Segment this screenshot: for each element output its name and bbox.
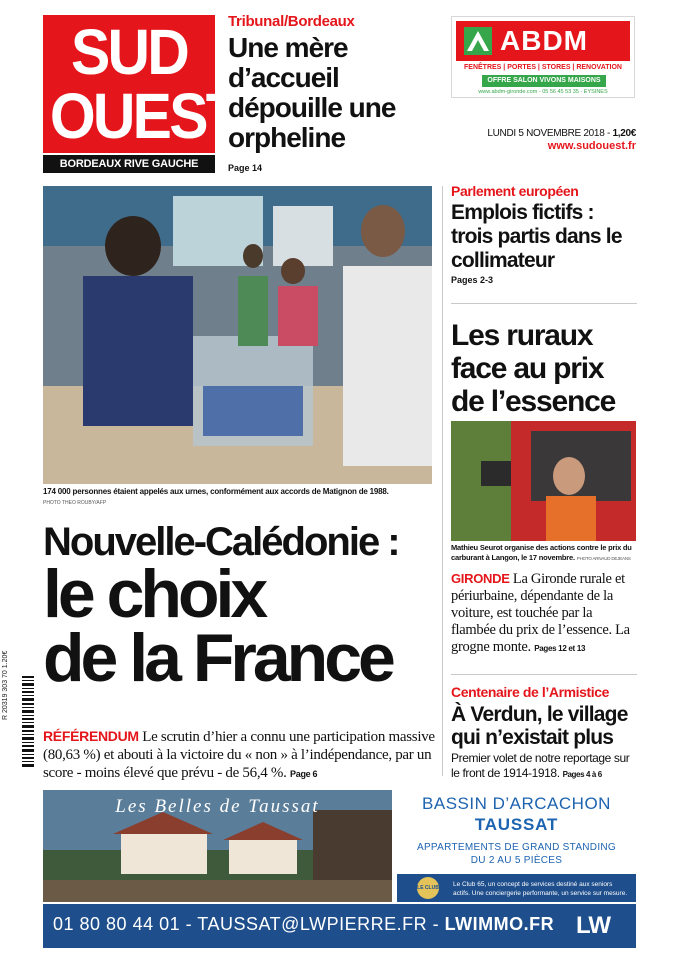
ad-pieces: DU 2 AU 5 PIÈCES — [470, 855, 563, 866]
ad-villa-photo — [43, 790, 392, 902]
story1-title[interactable]: Emplois fictifs : trois partis dans le collimateur — [451, 201, 622, 272]
ad-email[interactable]: TAUSSAT@LWPIERRE.FR — [197, 914, 428, 934]
club-65-badge: LE CLUB — [417, 877, 439, 899]
ad-contact-line: 01 80 80 44 01 - TAUSSAT@LWPIERRE.FR - LWIMMO.FR — [53, 914, 555, 934]
top-story-page: Page 14 — [228, 163, 263, 173]
barcode-number: R 20319 303 70 1.20€ — [2, 650, 9, 720]
ad-phone[interactable]: 01 80 80 44 01 — [53, 914, 181, 934]
story1-kicker: Parlement européen — [451, 183, 579, 199]
website-link[interactable]: www.sudouest.fr — [547, 140, 636, 152]
story2-title[interactable]: Les ruraux face au prix de l’essence — [451, 319, 616, 418]
main-photo-credit: PHOTO THEO ROUBY/AFP — [43, 500, 107, 506]
sud-ouest-logo[interactable] — [43, 15, 239, 153]
main-photo-caption: 174 000 personnes étaient appelés aux urnes, conformément aux accords de Matignon de 1988. — [43, 487, 389, 496]
driver-photo — [451, 421, 636, 541]
ad-site[interactable]: LWIMMO.FR — [444, 914, 555, 934]
abdm-services: FENÊTRES | PORTES | STORES | RENOVATION — [464, 64, 622, 71]
story2-page: Pages 12 et 13 — [534, 644, 586, 653]
ad-place-taussat: TAUSSAT — [474, 815, 559, 834]
lw-logo: LW — [576, 912, 610, 939]
abdm-brand: ABDM — [500, 25, 588, 56]
ad-text-panel — [397, 790, 636, 902]
story1-page: Pages 2-3 — [451, 275, 494, 285]
main-headline-line1[interactable]: Nouvelle-Calédonie : — [43, 520, 399, 564]
story2-text — [451, 570, 639, 657]
abdm-header — [456, 21, 630, 61]
column-divider — [442, 186, 443, 776]
date-text: LUNDI 5 NOVEMBRE 2018 — [487, 128, 605, 139]
story3-page: Pages 4 à 6 — [562, 770, 602, 779]
abdm-offer: OFFRE SALON VIVONS MAISONS — [482, 75, 606, 87]
top-story-kicker: Tribunal/Bordeaux — [228, 13, 355, 30]
story3-body: Premier volet de notre reportage sur le front de 1914-1918. — [451, 751, 630, 780]
ad-contact-bar — [43, 904, 636, 948]
story3-title[interactable]: À Verdun, le village qui n’existait plus — [451, 703, 628, 749]
taussat-advertisement[interactable] — [43, 790, 636, 948]
abdm-advertisement[interactable] — [451, 16, 635, 98]
lead-page: Page 6 — [290, 769, 318, 779]
story2-photo-credit: PHOTO ARNAUD DEJEANS — [576, 556, 631, 561]
price: 1,20€ — [612, 128, 636, 139]
story2-caption-text: Mathieu Seurot organise des actions contre le prix du carburant à Langon, le 17 novembre. — [451, 543, 632, 562]
logo-line-sud: SUD — [70, 16, 188, 88]
top-story-title[interactable]: Une mère d’accueil dépouille une orpheline — [228, 32, 396, 153]
club-65-text: Le Club 65, un concept de services destiné aux seniors actifs. Une conciergerie performante, un service sur mesure. — [453, 881, 628, 897]
issue-date: LUNDI 5 NOVEMBRE 2018 - 1,20€ — [487, 128, 636, 139]
story2-photo-caption — [451, 543, 639, 564]
lead-text: Le scrutin d’hier a connu une participation massive (80,63 %) et abouti à la victoire du « non » à l’indépendance, par un score - moins élevé que prévu - de 56,4 %. — [43, 729, 435, 781]
story2-keyword: GIRONDE — [451, 571, 510, 586]
lead-keyword: RÉFÉRENDUM — [43, 728, 139, 744]
ad-appartements: APPARTEMENTS DE GRAND STANDING — [416, 842, 617, 853]
ad-club-65 — [397, 874, 636, 902]
main-headline-line3: de la France — [43, 620, 392, 696]
story2-body: La Gironde rurale et périurbaine, dépendante de la voiture, est touchée par la flambée du prix de l’essence. La grogne monte. — [451, 571, 630, 655]
barcode — [10, 676, 34, 768]
main-lead — [43, 727, 438, 783]
house-icon — [464, 27, 492, 55]
logo-line-ouest: OUEST — [49, 80, 239, 152]
voting-photo — [43, 186, 432, 484]
ad-place-bassin: BASSIN D’ARCACHON — [422, 794, 611, 813]
main-headline-line2-3[interactable] — [43, 556, 443, 696]
main-headline-line2: le choix — [43, 556, 265, 632]
abdm-contact: www.abdm-gironde.com - 05 56 45 53 35 - EYSINES — [478, 89, 608, 95]
edition-label: BORDEAUX RIVE GAUCHE — [43, 155, 215, 173]
story3-text — [451, 751, 639, 782]
ad-script-title: Les Belles de Taussat — [115, 796, 320, 817]
separator — [451, 303, 637, 304]
separator — [451, 674, 637, 675]
story3-kicker: Centenaire de l’Armistice — [451, 684, 610, 700]
